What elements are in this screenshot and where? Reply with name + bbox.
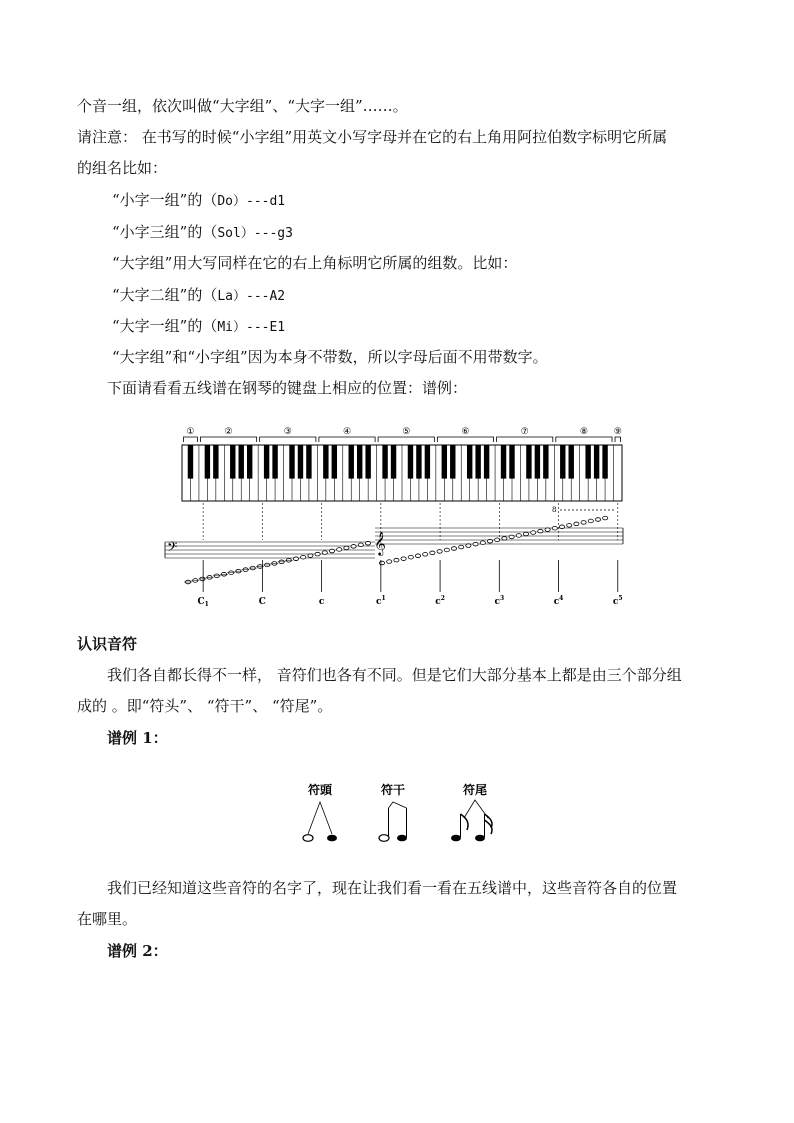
paragraph-line: 我们已经知道这些音符的名字了，现在让我们看一看在五线谱中，这些音符各自的位置 bbox=[107, 879, 678, 897]
group-number: ② bbox=[224, 427, 233, 437]
group-number: ③ bbox=[283, 427, 292, 437]
black-key bbox=[239, 445, 244, 479]
black-key bbox=[289, 445, 294, 479]
keyboard-staff-figure bbox=[160, 420, 635, 610]
note-head bbox=[379, 835, 389, 842]
black-key bbox=[188, 445, 193, 479]
note-head bbox=[559, 525, 564, 529]
example-line bbox=[112, 285, 285, 307]
note-head bbox=[581, 521, 586, 525]
paragraph-line: 下面请看看五线谱在钢琴的键盘上相应的位置：谱例： bbox=[107, 379, 468, 397]
paragraph-line: “大字组”用大写同样在它的右上角标明它所属的组数。比如： bbox=[112, 254, 518, 272]
c-label: $c^3$ bbox=[494, 595, 505, 607]
c-label: $c^5$ bbox=[612, 595, 623, 607]
note-head bbox=[437, 550, 442, 554]
part-label: 符頭 bbox=[307, 783, 333, 797]
black-key bbox=[602, 445, 607, 479]
example-text: “大字二组”的（ bbox=[112, 286, 218, 304]
note-head bbox=[552, 526, 557, 530]
note-head bbox=[531, 531, 536, 535]
note-head bbox=[480, 541, 485, 545]
note-head bbox=[415, 554, 420, 558]
note-head bbox=[308, 554, 313, 558]
note-head bbox=[337, 548, 342, 552]
section-heading: 认识音符 bbox=[77, 635, 138, 653]
note-head bbox=[487, 539, 492, 543]
note-head bbox=[603, 516, 608, 520]
note-head bbox=[322, 551, 327, 555]
group-bracket bbox=[437, 437, 493, 442]
c-label: $C_1$ bbox=[197, 597, 209, 608]
paragraph-line: 个音一组，依次叫做“大字组”、“大字一组”……。 bbox=[77, 97, 408, 115]
black-key bbox=[230, 445, 235, 479]
black-key bbox=[484, 445, 489, 479]
note-head bbox=[444, 548, 449, 552]
note-head bbox=[451, 835, 461, 842]
note-head bbox=[365, 541, 370, 545]
example-code: La）---A2 bbox=[217, 289, 286, 304]
black-key bbox=[408, 445, 413, 479]
note-head bbox=[397, 835, 407, 842]
group-bracket bbox=[615, 437, 620, 442]
note-head bbox=[595, 518, 600, 522]
note-parts-figure bbox=[290, 778, 500, 848]
note-head bbox=[394, 558, 399, 562]
group-number: ⑦ bbox=[520, 427, 529, 437]
example-text: “小字三组”的（ bbox=[112, 223, 218, 241]
example-label: 谱例 1： bbox=[107, 729, 168, 747]
black-key bbox=[535, 445, 540, 479]
c-label: $c^2$ bbox=[435, 595, 445, 607]
c-label: c bbox=[318, 597, 325, 607]
example-label: 谱例 2： bbox=[107, 942, 168, 960]
note-head bbox=[509, 535, 514, 539]
c-label-sup: 4 bbox=[559, 595, 564, 602]
group-number: ⑥ bbox=[461, 427, 470, 437]
note-head bbox=[538, 529, 543, 533]
example-line bbox=[112, 222, 293, 244]
example-code: Mi）---E1 bbox=[217, 320, 286, 335]
black-key bbox=[213, 445, 218, 479]
note-head bbox=[293, 557, 298, 561]
example-code: Do）---d1 bbox=[217, 194, 286, 209]
note-head bbox=[301, 555, 306, 559]
black-key bbox=[467, 445, 472, 479]
black-key bbox=[323, 445, 328, 479]
group-number: ⑤ bbox=[402, 427, 411, 437]
part-label: 符干 bbox=[380, 783, 406, 797]
note-head bbox=[473, 542, 478, 546]
black-key bbox=[306, 445, 311, 479]
note-head bbox=[387, 560, 392, 564]
pointer-line bbox=[308, 802, 332, 834]
note-head bbox=[408, 555, 413, 559]
black-key bbox=[543, 445, 548, 479]
black-key bbox=[382, 445, 387, 479]
note-head bbox=[466, 544, 471, 548]
c-label-sub: 1 bbox=[204, 601, 209, 608]
filled-note-head bbox=[327, 835, 337, 842]
note-flag bbox=[461, 814, 469, 830]
group-number: ⑧ bbox=[579, 427, 588, 437]
black-key bbox=[501, 445, 506, 479]
note-head bbox=[315, 552, 320, 556]
note-head bbox=[451, 547, 456, 551]
note-head bbox=[545, 528, 550, 532]
c-label-sup: 5 bbox=[618, 595, 623, 602]
bass-clef-icon: 𝄢 bbox=[167, 539, 178, 558]
paragraph-line: 的组名比如： bbox=[77, 159, 168, 177]
c-label: $c^1$ bbox=[376, 595, 386, 607]
black-key bbox=[442, 445, 447, 479]
note-head bbox=[574, 522, 579, 526]
note-head bbox=[567, 524, 572, 528]
group-bracket bbox=[378, 437, 434, 442]
paragraph-line: 在哪里。 bbox=[77, 910, 138, 928]
c-label: C bbox=[258, 597, 266, 607]
black-key bbox=[272, 445, 277, 479]
black-key bbox=[416, 445, 421, 479]
paragraph-line: “大字组”和“小字组”因为本身不带数，所以字母后面不用带数字。 bbox=[112, 348, 548, 366]
note-head bbox=[401, 557, 406, 561]
black-key bbox=[264, 445, 269, 479]
black-key bbox=[450, 445, 455, 479]
note-head bbox=[459, 545, 464, 549]
note-head bbox=[502, 537, 507, 541]
group-bracket bbox=[497, 437, 553, 442]
group-bracket bbox=[200, 437, 256, 442]
black-key bbox=[205, 445, 210, 479]
black-key bbox=[298, 445, 303, 479]
example-line bbox=[112, 190, 285, 212]
example-text: “小字一组”的（ bbox=[112, 191, 218, 209]
paragraph-line: 成的 。即“符头”、 “符干”、 “符尾”。 bbox=[77, 697, 333, 715]
black-key bbox=[569, 445, 574, 479]
treble-clef-icon: 𝄞 bbox=[374, 531, 386, 555]
example-text: “大字一组”的（ bbox=[112, 317, 218, 335]
note-head bbox=[329, 549, 334, 553]
note-head bbox=[475, 835, 485, 842]
group-number: ⑨ bbox=[613, 427, 622, 437]
paragraph-line: 请注意： 在书写的时候“小字组”用英文小写字母并在它的右上角用阿拉伯数字标明它所属 bbox=[77, 128, 668, 146]
black-key bbox=[365, 445, 370, 479]
black-key bbox=[247, 445, 252, 479]
note-flag bbox=[485, 820, 493, 834]
note-head bbox=[358, 543, 363, 547]
c-label-sup: 1 bbox=[381, 595, 386, 602]
ottava-mark: 8 bbox=[552, 506, 557, 514]
group-number: ① bbox=[186, 427, 195, 437]
c-label-sup: 2 bbox=[440, 595, 445, 602]
note-head bbox=[430, 551, 435, 555]
note-head bbox=[344, 546, 349, 550]
group-bracket bbox=[260, 437, 316, 442]
black-key bbox=[526, 445, 531, 479]
paragraph-line: 我们各自都长得不一样， 音符们也各有不同。但是它们大部分基本上都是由三个部分组 bbox=[107, 666, 682, 684]
example-line bbox=[112, 316, 285, 338]
hollow-note-head bbox=[303, 835, 313, 842]
note-head bbox=[379, 561, 384, 565]
note-head bbox=[423, 553, 428, 557]
black-key bbox=[349, 445, 354, 479]
black-key bbox=[560, 445, 565, 479]
group-bracket bbox=[556, 437, 612, 442]
note-head bbox=[351, 545, 356, 549]
c-label-sup: 3 bbox=[499, 595, 505, 602]
group-bracket bbox=[184, 437, 198, 442]
example-code: Sol）---g3 bbox=[217, 226, 293, 241]
black-key bbox=[357, 445, 362, 479]
part-label: 符尾 bbox=[462, 783, 488, 797]
black-key bbox=[509, 445, 514, 479]
black-key bbox=[391, 445, 396, 479]
note-head bbox=[516, 534, 521, 538]
black-key bbox=[585, 445, 590, 479]
note-head bbox=[588, 519, 593, 523]
black-key bbox=[475, 445, 480, 479]
c-label: $c^4$ bbox=[553, 595, 564, 607]
black-key bbox=[332, 445, 337, 479]
pointer-line bbox=[389, 802, 407, 808]
group-number: ④ bbox=[342, 427, 352, 437]
note-head bbox=[523, 532, 528, 536]
black-key bbox=[425, 445, 430, 479]
black-key bbox=[594, 445, 599, 479]
group-bracket bbox=[319, 437, 375, 442]
